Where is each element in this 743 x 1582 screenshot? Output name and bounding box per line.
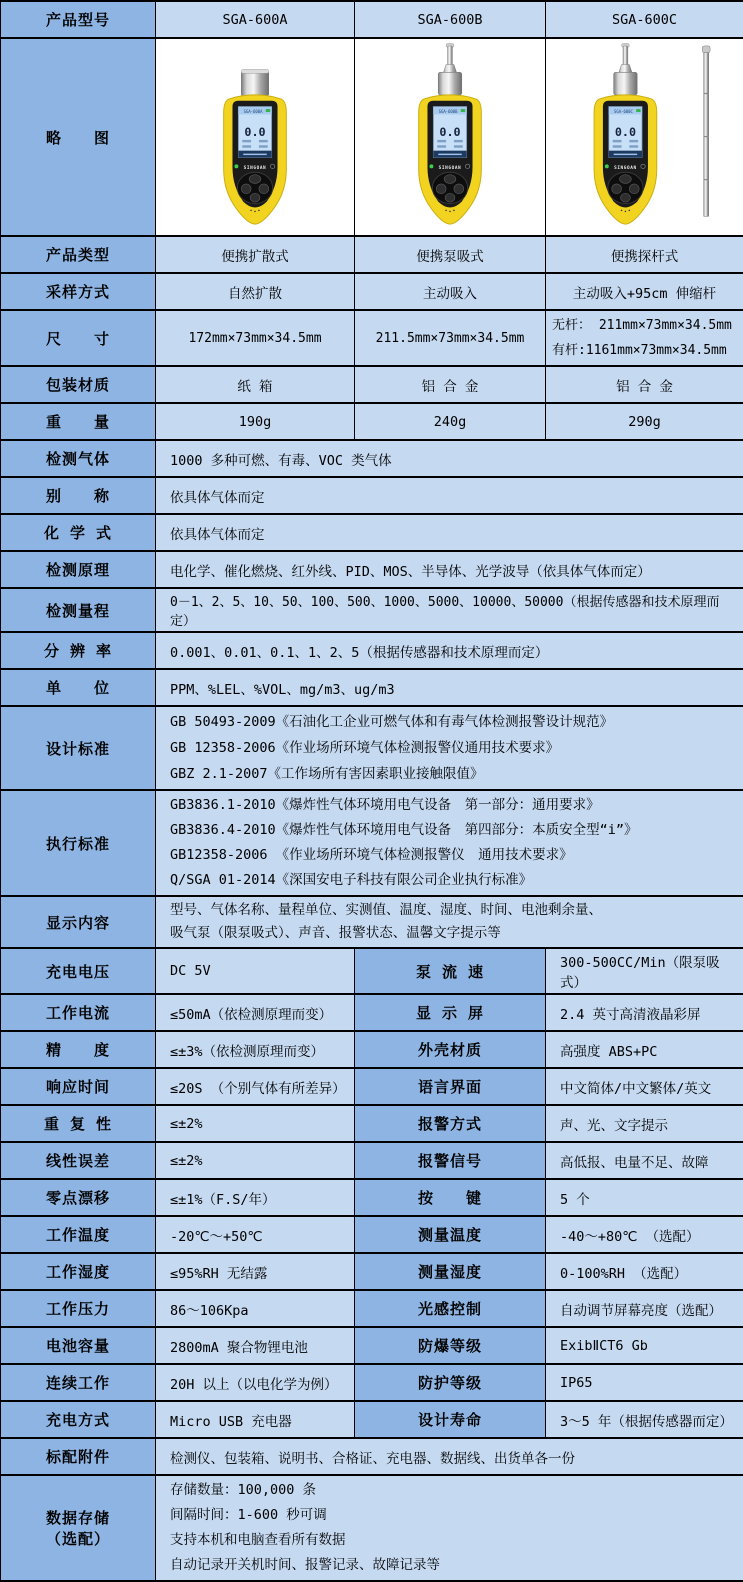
- value-charge-method: Micro USB 充电器: [156, 1401, 355, 1438]
- data-storage-line: 间隔时间：1-600 秒可调: [170, 1503, 737, 1528]
- telescopic-rod: [702, 46, 710, 216]
- label-display-screen: 显 示 屏: [355, 994, 546, 1031]
- design-standard-line: GB 12358-2006《作业场所环境气体检测报警仪通用技术要求》: [170, 735, 737, 761]
- label-shell-material: 外壳材质: [355, 1031, 546, 1068]
- screen-title: SGA-600C: [614, 109, 633, 114]
- battery-icon: [636, 109, 640, 112]
- dimensions-c-with-rod: 有杆:1161mm×73mm×34.5mm: [552, 338, 737, 363]
- value-pump-flow-rate: 300-500CC/Min（限泵吸式）: [546, 948, 743, 994]
- execution-standard-line: Q/SGA 01-2014《深国安电子科技有限公司企业执行标准》: [170, 868, 737, 893]
- data-storage-label-line: （选配）: [1, 1528, 155, 1549]
- label-sampling-method: 采样方式: [1, 273, 156, 310]
- value-unit: PPM、%LEL、%VOL、mg/m3、ug/m3: [156, 669, 743, 706]
- chrome-cap: [438, 72, 461, 95]
- execution-standard-line: GB12358-2006 《作业场所环境气体检测报警仪 通用技术要求》: [170, 843, 737, 868]
- label-unit: 单 位: [1, 669, 156, 706]
- value-dimensions-c: [546, 310, 743, 366]
- label-packaging-material: 包装材质: [1, 366, 156, 403]
- label-detected-gas: 检测气体: [1, 440, 156, 477]
- dimensions-c-without-rod: 无杆： 211mm×73mm×34.5mm: [552, 313, 737, 338]
- table-row-execution-standard: [1, 790, 743, 896]
- label-dimensions: 尺 寸: [1, 310, 156, 366]
- label-accuracy: 精 度: [1, 1031, 156, 1068]
- table-row-repeatability-alarm-mode: [1, 1105, 743, 1142]
- gas-detector-illustration-sga-600a: [185, 42, 325, 228]
- screen-title: SGA-600B: [439, 109, 458, 114]
- table-row-packaging: [1, 366, 743, 403]
- table-row-charge-voltage-pump-flow: [1, 948, 743, 994]
- label-alarm-mode: 报警方式: [355, 1105, 546, 1142]
- value-working-humidity: ≤95%RH 无结露: [156, 1253, 355, 1290]
- value-working-current: ≤50mA（依检测原理而变）: [156, 994, 355, 1031]
- value-display-content: [156, 896, 743, 948]
- product-image-cell-c: [546, 38, 743, 236]
- table-row-design-standard: [1, 706, 743, 790]
- table-row-unit: [1, 669, 743, 706]
- table-row-product-type: [1, 236, 743, 273]
- table-row-detected-gas: [1, 440, 743, 477]
- label-product-model: 产品型号: [1, 1, 156, 38]
- label-standard-accessories: 标配附件: [1, 1438, 156, 1475]
- table-row-standard-accessories: [1, 1438, 743, 1475]
- label-charge-voltage: 充电电压: [1, 948, 156, 994]
- value-detection-principle: 电化学、催化燃烧、红外线、PID、MOS、半导体、光学波导（依具体气体而定）: [156, 551, 743, 588]
- value-linearity-error: ≤±2%: [156, 1142, 355, 1179]
- value-chemical-formula: 依具体气体而定: [156, 514, 743, 551]
- label-repeatability: 重 复 性: [1, 1105, 156, 1142]
- power-led: [604, 164, 608, 168]
- label-resolution: 分 辨 率: [1, 632, 156, 669]
- label-weight: 重 量: [1, 403, 156, 440]
- value-measure-humidity: 0-100%RH （选配）: [546, 1253, 743, 1290]
- value-sampling-a: 自然扩散: [156, 273, 355, 310]
- value-product-type-c: 便携探杆式: [546, 236, 743, 273]
- value-packaging-b: 铝 合 金: [355, 366, 546, 403]
- design-standard-line: GB 50493-2009《石油化工企业可燃气体和有毒气体检测报警设计规范》: [170, 709, 737, 735]
- label-continuous-work: 连续工作: [1, 1364, 156, 1401]
- value-working-pressure: 86～106Kpa: [156, 1290, 355, 1327]
- label-working-pressure: 工作压力: [1, 1290, 156, 1327]
- pump-probe: [618, 43, 632, 73]
- screen-reading: 0.0: [614, 125, 635, 139]
- gas-detector-illustration-sga-600c: [555, 42, 735, 228]
- execution-standard-line: GB3836.4-2010《爆炸性气体环境用电气设备 第四部分：本质安全型“i”》: [170, 818, 737, 843]
- value-buttons: 5 个: [546, 1179, 743, 1216]
- value-dimensions-b: 211.5mm×73mm×34.5mm: [355, 310, 546, 366]
- value-zero-drift: ≤±1%（F.S/年）: [156, 1179, 355, 1216]
- value-weight-b: 240g: [355, 403, 546, 440]
- display-content-line: 吸气泵（限泵吸式）、声音、报警状态、温馨文字提示等: [170, 922, 737, 945]
- table-row-model: [1, 1, 743, 38]
- value-language-ui: 中文简体/中文繁体/英文: [546, 1068, 743, 1105]
- label-protection-grade: 防护等级: [355, 1364, 546, 1401]
- brand-label: SINGOAN: [614, 165, 637, 171]
- value-product-type-b: 便携泵吸式: [355, 236, 546, 273]
- label-alarm-signal: 报警信号: [355, 1142, 546, 1179]
- product-image-cell-a: [156, 38, 355, 236]
- table-row-display-content: [1, 896, 743, 948]
- value-battery-capacity: 2800mA 聚合物锂电池: [156, 1327, 355, 1364]
- value-design-standard: [156, 706, 743, 790]
- keypad: [237, 172, 272, 203]
- table-row-working-pressure-light-control: [1, 1290, 743, 1327]
- keypad: [607, 172, 642, 203]
- value-product-type-a: 便携扩散式: [156, 236, 355, 273]
- value-shell-material: 高强度 ABS+PC: [546, 1031, 743, 1068]
- table-row-battery-explosion-proof: [1, 1327, 743, 1364]
- label-working-temperature: 工作温度: [1, 1216, 156, 1253]
- gas-detector-illustration-sga-600b: [380, 42, 520, 228]
- table-row-working-current-display-screen: [1, 994, 743, 1031]
- table-row-detection-principle: [1, 551, 743, 588]
- value-sampling-b: 主动吸入: [355, 273, 546, 310]
- value-response-time: ≤20S （个别气体有所差异）: [156, 1068, 355, 1105]
- battery-icon: [461, 109, 465, 112]
- label-explosion-proof-grade: 防爆等级: [355, 1327, 546, 1364]
- value-light-control: 自动调节屏幕亮度（选配）: [546, 1290, 743, 1327]
- table-row-continuous-work-protection-grade: [1, 1364, 743, 1401]
- table-row-charge-method-design-life: [1, 1401, 743, 1438]
- label-pump-flow-rate: 泵 流 速: [355, 948, 546, 994]
- table-row-sketch: [1, 38, 743, 236]
- value-repeatability: ≤±2%: [156, 1105, 355, 1142]
- table-row-detection-range: [1, 588, 743, 632]
- table-row-zero-drift-buttons: [1, 1179, 743, 1216]
- value-sampling-c: 主动吸入+95cm 伸缩杆: [546, 273, 743, 310]
- value-packaging-a: 纸 箱: [156, 366, 355, 403]
- value-measure-temperature: -40～+80℃ （选配）: [546, 1216, 743, 1253]
- value-alarm-signal: 高低报、电量不足、故障: [546, 1142, 743, 1179]
- keypad: [432, 172, 467, 203]
- table-row-alias: [1, 477, 743, 514]
- data-storage-line: 自动记录开关机时间、报警记录、故障记录等: [170, 1553, 737, 1578]
- pump-probe: [443, 43, 457, 73]
- power-led: [234, 164, 238, 168]
- value-alias: 依具体气体而定: [156, 477, 743, 514]
- value-charge-voltage: DC 5V: [156, 948, 355, 994]
- value-weight-c: 290g: [546, 403, 743, 440]
- table-row-chemical-formula: [1, 514, 743, 551]
- label-buttons: 按 键: [355, 1179, 546, 1216]
- label-detection-principle: 检测原理: [1, 551, 156, 588]
- label-linearity-error: 线性误差: [1, 1142, 156, 1179]
- value-model-a: SGA-600A: [156, 1, 355, 38]
- table-row-linearity-alarm-signal: [1, 1142, 743, 1179]
- data-storage-line: 存储数量：100,000 条: [170, 1478, 737, 1503]
- power-led: [429, 164, 433, 168]
- data-storage-line: 支持本机和电脑查看所有数据: [170, 1528, 737, 1553]
- label-battery-capacity: 电池容量: [1, 1327, 156, 1364]
- label-response-time: 响应时间: [1, 1068, 156, 1105]
- label-working-current: 工作电流: [1, 994, 156, 1031]
- value-dimensions-a: 172mm×73mm×34.5mm: [156, 310, 355, 366]
- value-standard-accessories: 检测仪、包装箱、说明书、合格证、充电器、数据线、出货单各一份: [156, 1438, 743, 1475]
- label-measure-temperature: 测量温度: [355, 1216, 546, 1253]
- execution-standard-line: GB3836.1-2010《爆炸性气体环境用电气设备 第一部分：通用要求》: [170, 793, 737, 818]
- label-zero-drift: 零点漂移: [1, 1179, 156, 1216]
- value-accuracy: ≤±3%（依检测原理而变）: [156, 1031, 355, 1068]
- value-detected-gas: 1000 多种可燃、有毒、VOC 类气体: [156, 440, 743, 477]
- label-design-standard: 设计标准: [1, 706, 156, 790]
- table-row-working-temp-measure-temp: [1, 1216, 743, 1253]
- value-model-b: SGA-600B: [355, 1, 546, 38]
- screen-title: SGA-600A: [244, 109, 263, 114]
- table-row-sampling-method: [1, 273, 743, 310]
- label-measure-humidity: 测量湿度: [355, 1253, 546, 1290]
- label-light-control: 光感控制: [355, 1290, 546, 1327]
- screen-reading: 0.0: [439, 125, 460, 139]
- value-design-life: 3～5 年（根据传感器而定）: [546, 1401, 743, 1438]
- screen-reading: 0.0: [244, 125, 265, 139]
- value-weight-a: 190g: [156, 403, 355, 440]
- design-standard-line: GBZ 2.1-2007《工作场所有害因素职业接触限值》: [170, 761, 737, 787]
- label-product-type: 产品类型: [1, 236, 156, 273]
- value-continuous-work: 20H 以上（以电化学为例）: [156, 1364, 355, 1401]
- value-detection-range: 0－1、2、5、10、50、100、500、1000、5000、10000、50000（根据传感器和技术原理而定）: [156, 588, 743, 632]
- label-detection-range: 检测量程: [1, 588, 156, 632]
- label-sketch: 略 图: [1, 38, 156, 236]
- label-data-storage: [1, 1475, 156, 1581]
- value-resolution: 0.001、0.01、0.1、1、2、5（根据传感器和技术原理而定）: [156, 632, 743, 669]
- label-execution-standard: 执行标准: [1, 790, 156, 896]
- table-row-dimensions: [1, 310, 743, 366]
- chrome-cap: [241, 69, 268, 95]
- label-alias: 别 称: [1, 477, 156, 514]
- chrome-cap: [613, 72, 636, 95]
- value-explosion-proof-grade: ExibⅡCT6 Gb: [546, 1327, 743, 1364]
- lcd-screen: [238, 107, 271, 158]
- lcd-screen: [433, 107, 466, 158]
- table-row-data-storage: [1, 1475, 743, 1581]
- value-data-storage: [156, 1475, 743, 1581]
- product-image-cell-b: [355, 38, 546, 236]
- label-display-content: 显示内容: [1, 896, 156, 948]
- table-row-weight: [1, 403, 743, 440]
- label-language-ui: 语言界面: [355, 1068, 546, 1105]
- label-working-humidity: 工作湿度: [1, 1253, 156, 1290]
- table-row-resolution: [1, 632, 743, 669]
- label-design-life: 设计寿命: [355, 1401, 546, 1438]
- lcd-screen: [608, 107, 641, 158]
- data-storage-label-line: 数据存储: [1, 1507, 155, 1528]
- table-row-working-humidity-measure-humidity: [1, 1253, 743, 1290]
- value-working-temperature: -20℃～+50℃: [156, 1216, 355, 1253]
- label-charge-method: 充电方式: [1, 1401, 156, 1438]
- value-display-screen: 2.4 英寸高清液晶彩屏: [546, 994, 743, 1031]
- label-chemical-formula: 化 学 式: [1, 514, 156, 551]
- brand-label: SINGOAN: [439, 165, 462, 171]
- brand-label: SINGOAN: [244, 165, 267, 171]
- value-packaging-c: 铝 合 金: [546, 366, 743, 403]
- value-execution-standard: [156, 790, 743, 896]
- table-row-accuracy-shell-material: [1, 1031, 743, 1068]
- battery-icon: [266, 109, 270, 112]
- value-protection-grade: IP65: [546, 1364, 743, 1401]
- table-row-response-time-language: [1, 1068, 743, 1105]
- value-model-c: SGA-600C: [546, 1, 743, 38]
- value-alarm-mode: 声、光、文字提示: [546, 1105, 743, 1142]
- display-content-line: 型号、气体名称、量程单位、实测值、温度、湿度、时间、电池剩余量、: [170, 899, 737, 922]
